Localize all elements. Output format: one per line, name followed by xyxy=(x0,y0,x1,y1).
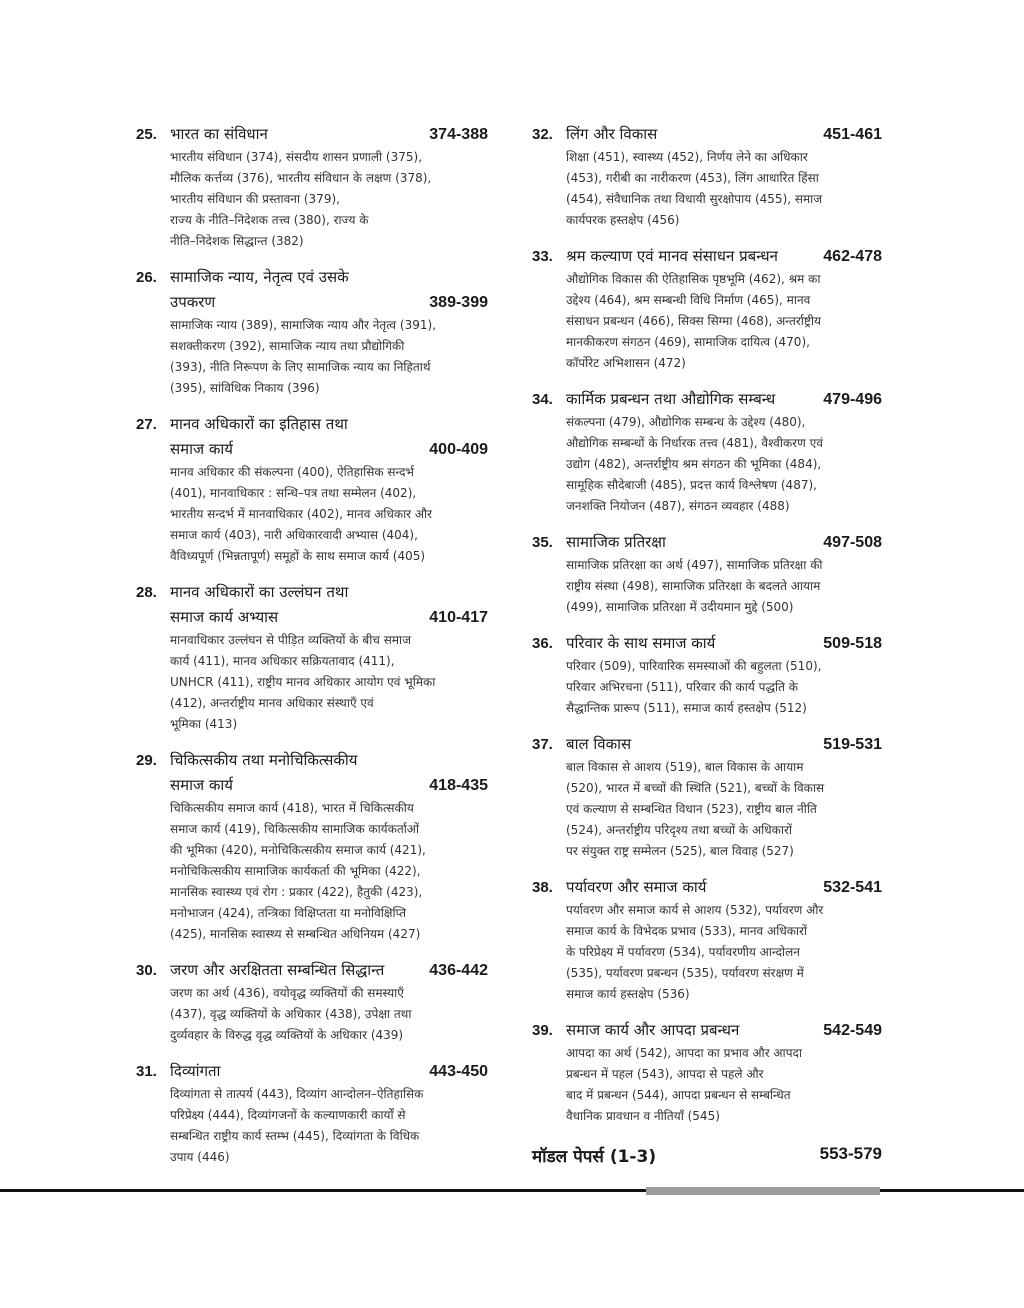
toc-entry xyxy=(136,265,488,399)
toc-entry-heading xyxy=(136,1059,488,1084)
topic-line: (520), भारत में बच्चों की स्थिति (521), बच्चों के विकास xyxy=(566,781,825,795)
topic-line: मनोचिकित्सकीय सामाजिक कार्यकर्ता की भूमिका (422), xyxy=(170,864,421,878)
topic-line: जरण का अर्थ (436), वयोवृद्ध व्यक्तियों की समस्याएँ xyxy=(170,986,404,1000)
topic-line: संसाधन प्रबन्धन (466), सिक्स सिग्मा (468), अन्तर्राष्ट्रीय xyxy=(566,314,821,328)
topic-line: वैविध्यपूर्ण (भिन्नतापूर्ण) समूहों के साथ समाज कार्य (405) xyxy=(170,549,426,563)
toc-entry-heading xyxy=(532,631,882,656)
topic-line: की भूमिका (420), मनोचिकित्सकीय समाज कार्य (421), xyxy=(170,843,426,857)
topic-line: औद्योगिक सम्बन्धों के निर्धारक तत्त्व (481), वैश्वीकरण एवं xyxy=(566,436,823,450)
toc-entry-heading-cont xyxy=(136,290,488,315)
topic-line: दुर्व्यवहार के विरुद्ध वृद्ध व्यक्तियों के अधिकार (439) xyxy=(170,1028,404,1042)
topic-line: भारतीय संविधान की प्रस्तावना (379), xyxy=(170,192,340,206)
model-papers-pages: 553-579 xyxy=(819,1144,882,1163)
chapter-title: कार्मिक प्रबन्धन तथा औद्योगिक सम्बन्ध xyxy=(566,390,776,408)
toc-entry-heading xyxy=(532,530,882,555)
chapter-title-cont: समाज कार्य अभ्यास xyxy=(170,608,279,626)
page-range: 374-388 xyxy=(429,126,488,143)
toc-entry-heading xyxy=(136,580,488,605)
chapter-topics xyxy=(532,147,882,231)
chapter-number: 37. xyxy=(532,736,553,753)
toc-entry-heading xyxy=(136,122,488,147)
page-range: 479-496 xyxy=(823,391,882,408)
topic-line: (499), सामाजिक प्रतिरक्षा में उदीयमान मुद्दे (500) xyxy=(566,600,794,614)
topic-line: (437), वृद्ध व्यक्तियों के अधिकार (438), उपेक्षा तथा xyxy=(170,1007,412,1021)
topic-line: (395), सांविधिक निकाय (396) xyxy=(170,381,320,395)
topic-line: पर संयुक्त राष्ट्र सम्मेलन (525), बाल विवाह (527) xyxy=(566,844,794,858)
topic-line: उपाय (446) xyxy=(170,1150,230,1164)
chapter-title: परिवार के साथ समाज कार्य xyxy=(566,634,716,652)
topic-line: वैधानिक प्रावधान व नीतियाँ (545) xyxy=(566,1109,720,1123)
topic-line: एवं कल्याण से सम्बन्धित विधान (523), राष्ट्रीय बाल नीति xyxy=(566,802,817,816)
chapter-title: सामाजिक प्रतिरक्षा xyxy=(566,533,666,551)
toc-entry xyxy=(136,748,488,945)
chapter-title-cont: समाज कार्य xyxy=(170,776,233,794)
chapter-topics xyxy=(532,412,882,517)
toc-entry-heading-cont xyxy=(136,437,488,462)
chapter-number: 31. xyxy=(136,1063,157,1080)
chapter-title: जरण और अरक्षितता सम्बन्धित सिद्धान्त xyxy=(170,961,385,979)
topic-line: कॉर्पोरेट अभिशासन (472) xyxy=(566,356,686,370)
chapter-number: 30. xyxy=(136,962,157,979)
topic-line: परिवार अभिरचना (511), परिवार की कार्य पद्धति के xyxy=(566,680,799,694)
chapter-number: 27. xyxy=(136,416,157,433)
topic-line: (425), मानसिक स्वास्थ्य से सम्बन्धित अधिनियम (427) xyxy=(170,927,421,941)
topic-line: आपदा का अर्थ (542), आपदा का प्रभाव और आपदा xyxy=(566,1046,802,1060)
topic-line: बाद में प्रबन्धन (544), आपदा प्रबन्धन से सम्बन्धित xyxy=(566,1088,791,1102)
topic-line: संकल्पना (479), औद्योगिक सम्बन्ध के उद्देश्य (480), xyxy=(566,415,806,429)
toc-entry xyxy=(532,244,882,374)
topic-line: जनशक्ति नियोजन (487), संगठन व्यवहार (488) xyxy=(566,499,790,513)
chapter-number: 32. xyxy=(532,126,553,143)
topic-line: कार्यपरक हस्तक्षेप (456) xyxy=(566,213,680,227)
chapter-number: 29. xyxy=(136,752,157,769)
chapter-topics xyxy=(532,656,882,719)
topic-line: (535), पर्यावरण प्रबन्धन (535), पर्यावरण संरक्षण में xyxy=(566,966,804,980)
topic-line: मानकीकरण संगठन (469), सामाजिक दायित्व (470), xyxy=(566,335,810,349)
topic-line: (412), अन्तर्राष्ट्रीय मानव अधिकार संस्थाएँ एवं xyxy=(170,696,374,710)
toc-entry xyxy=(532,387,882,517)
topic-line: भारतीय सन्दर्भ में मानवाधिकार (402), मानव अधिकार और xyxy=(170,507,433,521)
topic-line: चिकित्सकीय समाज कार्य (418), भारत में चिकित्सकीय xyxy=(170,801,414,815)
toc-left-column xyxy=(136,122,488,1181)
topic-line: UNHCR (411), राष्ट्रीय मानव अधिकार आयोग एवं भूमिका xyxy=(170,675,436,689)
chapter-title: श्रम कल्याण एवं मानव संसाधन प्रबन्धन xyxy=(566,247,778,265)
page-range: 519-531 xyxy=(823,736,882,753)
toc-entry-heading xyxy=(136,265,488,290)
topic-line: कार्य (411), मानव अधिकार सक्रियतावाद (411), xyxy=(170,654,395,668)
chapter-topics xyxy=(136,630,488,735)
chapter-topics xyxy=(532,555,882,618)
topic-line: सम्बन्धित राष्ट्रीय कार्य स्तम्भ (445), दिव्यांगता के विधिक xyxy=(170,1129,420,1143)
topic-line: समाज कार्य हस्तक्षेप (536) xyxy=(566,987,690,1001)
page-range: 451-461 xyxy=(823,126,882,143)
topic-line: उद्योग (482), अन्तर्राष्ट्रीय श्रम संगठन की भूमिका (484), xyxy=(566,457,822,471)
toc-entry-heading xyxy=(136,412,488,437)
topic-line: सामूहिक सौदेबाजी (485), प्रदत्त कार्य विश्लेषण (487), xyxy=(566,478,817,492)
topic-line: पर्यावरण और समाज कार्य से आशय (532), पर्यावरण और xyxy=(566,903,824,917)
chapter-topics xyxy=(532,900,882,1005)
topic-line: समाज कार्य के विभेदक प्रभाव (533), मानव अधिकारों xyxy=(566,924,808,938)
topic-line: (393), नीति निरूपण के लिए सामाजिक न्याय का निहितार्थ xyxy=(170,360,431,374)
toc-entry xyxy=(136,412,488,567)
topic-line: समाज कार्य (403), नारी अधिकारवादी अभ्यास (404), xyxy=(170,528,418,542)
topic-line: परिप्रेक्ष्य (444), दिव्यांगजनों के कल्याणकारी कार्यों से xyxy=(170,1108,406,1122)
topic-line: (524), अन्तर्राष्ट्रीय परिदृश्य तथा बच्चों के अधिकारों xyxy=(566,823,792,837)
chapter-title-cont: समाज कार्य xyxy=(170,440,233,458)
model-papers-entry xyxy=(532,1144,882,1167)
topic-line: परिवार (509), पारिवारिक समस्याओं की बहुलता (510), xyxy=(566,659,822,673)
topic-line: मौलिक कर्त्तव्य (376), भारतीय संविधान के लक्षण (378), xyxy=(170,171,432,185)
chapter-topics xyxy=(532,269,882,374)
chapter-number: 35. xyxy=(532,534,553,551)
chapter-title: सामाजिक न्याय, नेतृत्व एवं उसके xyxy=(170,268,349,286)
topic-line: सशक्तीकरण (392), सामाजिक न्याय तथा प्रौद्योगिकी xyxy=(170,339,405,353)
toc-entry xyxy=(136,580,488,735)
chapter-topics xyxy=(136,315,488,399)
model-papers-title: मॉडल पेपर्स (1-3) xyxy=(532,1147,657,1167)
topic-line: मानसिक स्वास्थ्य एवं रोग : प्रकार (422), हैतुकी (423), xyxy=(170,885,423,899)
topic-line: मानवाधिकार उल्लंघन से पीड़ित व्यक्तियों के बीच समाज xyxy=(170,633,412,647)
page-range: 497-508 xyxy=(823,534,882,551)
toc-entry-heading xyxy=(532,122,882,147)
chapter-title: समाज कार्य और आपदा प्रबन्धन xyxy=(566,1021,740,1039)
topic-line: (401), मानवाधिकार : सन्धि–पत्र तथा सम्मेलन (402), xyxy=(170,486,417,500)
page-range: 542-549 xyxy=(823,1022,882,1039)
chapter-number: 39. xyxy=(532,1022,553,1039)
toc-entry xyxy=(532,1018,882,1127)
chapter-topics xyxy=(532,757,882,862)
toc-entry-heading xyxy=(136,748,488,773)
toc-entry-heading xyxy=(136,958,488,983)
chapter-topics xyxy=(532,1043,882,1127)
toc-entry xyxy=(136,958,488,1046)
toc-entry xyxy=(532,875,882,1005)
toc-entry xyxy=(532,530,882,618)
page-range: 532-541 xyxy=(823,879,882,896)
chapter-title: लिंग और विकास xyxy=(566,125,658,143)
topic-line: (453), गरीबी का नारीकरण (453), लिंग आधारित हिंसा xyxy=(566,171,819,185)
toc-entry-heading-cont xyxy=(136,773,488,798)
toc-entry-heading xyxy=(532,244,882,269)
chapter-title: मानव अधिकारों का इतिहास तथा xyxy=(170,415,348,433)
topic-line: उद्देश्य (464), श्रम सम्बन्धी विधि निर्माण (465), मानव xyxy=(566,293,811,307)
topic-line: सामाजिक न्याय (389), सामाजिक न्याय और नेतृत्व (391), xyxy=(170,318,437,332)
chapter-number: 34. xyxy=(532,391,553,408)
topic-line: राष्ट्रीय संस्था (498), सामाजिक प्रतिरक्षा के बदलते आयाम xyxy=(566,579,821,593)
topic-line: राज्य के नीति–निदेशक तत्त्व (380), राज्य के xyxy=(170,213,369,227)
toc-entry-heading xyxy=(532,1018,882,1043)
topic-line: (454), संवैधानिक तथा विधायी सुरक्षोपाय (455), समाज xyxy=(566,192,823,206)
chapter-number: 25. xyxy=(136,126,157,143)
chapter-title: चिकित्सकीय तथा मनोचिकित्सकीय xyxy=(170,751,358,769)
page-range: 443-450 xyxy=(429,1063,488,1080)
page-range: 436-442 xyxy=(429,962,488,979)
chapter-number: 28. xyxy=(136,584,157,601)
toc-entry-heading xyxy=(532,875,882,900)
topic-line: समाज कार्य (419), चिकित्सकीय सामाजिक कार्यकर्ताओं xyxy=(170,822,420,836)
topic-line: दिव्यांगता से तात्पर्य (443), दिव्यांग आन्दोलन–ऐतिहासिक xyxy=(170,1087,424,1101)
toc-entry-heading xyxy=(532,732,882,757)
topic-line: औद्योगिक विकास की ऐतिहासिक पृष्ठभूमि (462), श्रम का xyxy=(566,272,821,286)
chapter-title: दिव्यांगता xyxy=(170,1062,221,1080)
toc-entry xyxy=(136,122,488,252)
chapter-topics xyxy=(136,1084,488,1168)
chapter-title: बाल विकास xyxy=(566,735,632,753)
topic-line: प्रबन्धन में पहल (543), आपदा से पहले और xyxy=(566,1067,764,1081)
page-range: 509-518 xyxy=(823,635,882,652)
chapter-topics xyxy=(136,462,488,567)
page-range: 462-478 xyxy=(823,248,882,265)
footer-accent-bar xyxy=(646,1187,880,1195)
chapter-topics xyxy=(136,798,488,945)
chapter-number: 38. xyxy=(532,879,553,896)
topic-line: सैद्धान्तिक प्रारूप (511), समाज कार्य हस्तक्षेप (512) xyxy=(566,701,807,715)
page-range: 410-417 xyxy=(429,609,488,626)
topic-line: मानव अधिकार की संकल्पना (400), ऐतिहासिक सन्दर्भ xyxy=(170,465,414,479)
chapter-number: 36. xyxy=(532,635,553,652)
page-range: 400-409 xyxy=(429,441,488,458)
topic-line: के परिप्रेक्ष्य में पर्यावरण (534), पर्यावरणीय आन्दोलन xyxy=(566,945,800,959)
chapter-number: 26. xyxy=(136,269,157,286)
chapter-topics xyxy=(136,983,488,1046)
toc-entry xyxy=(532,122,882,231)
topic-line: भारतीय संविधान (374), संसदीय शासन प्रणाली (375), xyxy=(170,150,423,164)
topic-line: सामाजिक प्रतिरक्षा का अर्थ (497), सामाजिक प्रतिरक्षा की xyxy=(566,558,823,572)
toc-entry xyxy=(532,631,882,719)
chapter-title: पर्यावरण और समाज कार्य xyxy=(566,878,707,896)
toc-right-column xyxy=(532,122,882,1140)
toc-entry xyxy=(532,732,882,862)
chapter-title: मानव अधिकारों का उल्लंघन तथा xyxy=(170,583,349,601)
chapter-number: 33. xyxy=(532,248,553,265)
topic-line: बाल विकास से आशय (519), बाल विकास के आयाम xyxy=(566,760,804,774)
chapter-topics xyxy=(136,147,488,252)
topic-line: भूमिका (413) xyxy=(170,717,238,731)
topic-line: मनोभाजन (424), तन्त्रिका विक्षिप्तता या मनोविक्षिप्ति xyxy=(170,906,407,920)
page-range: 418-435 xyxy=(429,777,488,794)
topic-line: शिक्षा (451), स्वास्थ्य (452), निर्णय लेने का अधिकार xyxy=(566,150,808,164)
toc-entry xyxy=(136,1059,488,1168)
chapter-title-cont: उपकरण xyxy=(170,293,216,311)
page-range: 389-399 xyxy=(429,294,488,311)
chapter-title: भारत का संविधान xyxy=(170,125,268,143)
topic-line: नीति–निदेशक सिद्धान्त (382) xyxy=(170,234,304,248)
toc-entry-heading xyxy=(532,387,882,412)
toc-entry-heading-cont xyxy=(136,605,488,630)
